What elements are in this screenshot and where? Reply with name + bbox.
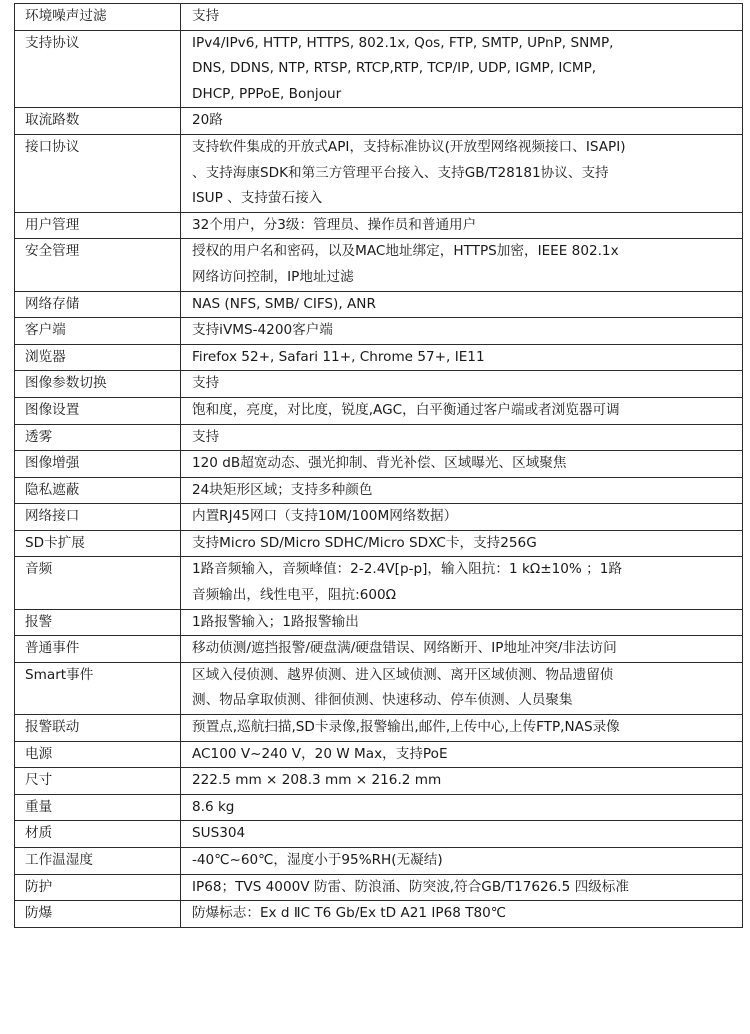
spec-label: 报警联动 — [25, 719, 80, 736]
spec-label-cell — [15, 848, 181, 875]
spec-value-line: 防爆标志：Ex d ⅡC T6 Gb/Ex tD A21 IP68 T80℃ — [192, 905, 507, 922]
spec-value-cell — [181, 239, 743, 291]
spec-value-line: Firefox 52+, Safari 11+, Chrome 57+, IE11 — [192, 348, 485, 365]
spec-label: 尺寸 — [25, 772, 53, 789]
spec-label-cell — [15, 821, 181, 848]
spec-value-cell — [181, 212, 743, 239]
table-row — [15, 344, 743, 371]
spec-table — [14, 3, 743, 928]
spec-value-line: 音频输出，线性电平，阻抗:600Ω — [192, 587, 397, 604]
spec-label: 取流路数 — [25, 112, 80, 129]
spec-label-cell — [15, 371, 181, 398]
spec-value-cell — [181, 741, 743, 768]
spec-value-cell — [181, 397, 743, 424]
spec-value-line: 授权的用户名和密码，以及MAC地址绑定，HTTPS加密，IEEE 802.1x — [192, 243, 619, 260]
spec-value-line: 8.6 kg — [192, 798, 235, 815]
table-row — [15, 318, 743, 345]
spec-value-line: IP68；TVS 4000V 防雷、防浪涌、防突波,符合GB/T17626.5 四级标准 — [192, 878, 629, 895]
spec-label-cell — [15, 530, 181, 557]
spec-value-line: 222.5 mm × 208.3 mm × 216.2 mm — [192, 772, 442, 789]
spec-label: 浏览器 — [25, 348, 66, 365]
spec-value-line: -40℃~60℃，湿度小于95%RH(无凝结) — [192, 852, 443, 868]
spec-label: 环境噪声过滤 — [25, 8, 107, 24]
spec-table-body — [15, 4, 743, 928]
spec-value-line: 饱和度，亮度，对比度，锐度,AGC，白平衡通过客户端或者浏览器可调 — [192, 401, 620, 418]
spec-value-cell — [181, 609, 743, 636]
spec-value-cell — [181, 344, 743, 371]
table-row — [15, 821, 743, 848]
table-row — [15, 108, 743, 135]
spec-value-line: 测、物品拿取侦测、徘徊侦测、快速移动、停车侦测、人员聚集 — [192, 692, 573, 709]
spec-value-cell — [181, 504, 743, 531]
spec-label-cell — [15, 451, 181, 478]
spec-label-cell — [15, 768, 181, 795]
spec-label-cell — [15, 239, 181, 291]
spec-value-cell — [181, 424, 743, 451]
spec-value-line: 120 dB超宽动态、强光抑制、背光补偿、区域曝光、区域聚焦 — [192, 455, 567, 472]
spec-value-cell — [181, 371, 743, 398]
spec-label-cell — [15, 609, 181, 636]
spec-value-cell — [181, 108, 743, 135]
spec-value-cell — [181, 318, 743, 345]
spec-label: 安全管理 — [25, 243, 80, 260]
spec-label-cell — [15, 4, 181, 31]
spec-label: 透雾 — [25, 428, 53, 445]
table-row — [15, 715, 743, 742]
spec-value-line: 预置点,巡航扫描,SD卡录像,报警输出,邮件,上传中心,上传FTP,NAS录像 — [192, 719, 620, 736]
spec-label-cell — [15, 291, 181, 318]
spec-label-cell — [15, 741, 181, 768]
spec-value-cell — [181, 794, 743, 821]
table-row — [15, 424, 743, 451]
spec-value-line: 、支持海康SDK和第三方管理平台接入、支持GB/T28181协议、支持 — [192, 164, 609, 181]
spec-value-line: IPv4/IPv6, HTTP, HTTPS, 802.1x, Qos, FTP, SMTP, UPnP, SNMP, — [192, 34, 614, 51]
spec-value-line: 24块矩形区域；支持多种颜色 — [192, 481, 373, 498]
table-row — [15, 477, 743, 504]
spec-label-cell — [15, 874, 181, 901]
spec-value-cell — [181, 636, 743, 663]
table-row — [15, 134, 743, 212]
spec-value-cell — [181, 874, 743, 901]
spec-label: SD卡扩展 — [25, 534, 85, 551]
spec-value-line: SUS304 — [192, 825, 246, 842]
spec-label-cell — [15, 424, 181, 451]
table-row — [15, 636, 743, 663]
spec-label-cell — [15, 344, 181, 371]
spec-value-line: 1路音频输入，音频峰值：2-2.4V[p-p]，输入阻抗：1 kΩ±10% ；1路 — [192, 561, 622, 578]
spec-label: 电源 — [25, 745, 53, 762]
spec-value-cell — [181, 477, 743, 504]
spec-value-line: 区域入侵侦测、越界侦测、进入区域侦测、离开区域侦测、物品遗留侦 — [192, 666, 614, 683]
spec-label: 防爆 — [25, 905, 53, 922]
spec-label-cell — [15, 318, 181, 345]
spec-label: 接口协议 — [25, 138, 80, 155]
spec-value-cell — [181, 451, 743, 478]
spec-label: 工作温湿度 — [25, 852, 93, 868]
table-row — [15, 609, 743, 636]
spec-value-line: NAS (NFS, SMB/ CIFS), ANR — [192, 295, 376, 312]
spec-label: 普通事件 — [25, 640, 80, 657]
spec-label-cell — [15, 504, 181, 531]
spec-value-cell — [181, 848, 743, 875]
spec-value-line: DHCP, PPPoE, Bonjour — [192, 85, 342, 102]
spec-value-line: 支持 — [192, 8, 220, 24]
spec-value-cell — [181, 134, 743, 212]
spec-value-line: 支持软件集成的开放式API，支持标准协议(开放型网络视频接口、ISAPI) — [192, 138, 626, 155]
spec-value-line: DNS, DDNS, NTP, RTSP, RTCP,RTP, TCP/IP, UDP, IGMP, ICMP, — [192, 60, 597, 77]
spec-label-cell — [15, 212, 181, 239]
spec-value-line: 移动侦测/遮挡报警/硬盘满/硬盘错误、网络断开、IP地址冲突/非法访问 — [192, 640, 617, 657]
spec-value-cell — [181, 530, 743, 557]
table-row — [15, 4, 743, 31]
spec-label-cell — [15, 636, 181, 663]
table-row — [15, 794, 743, 821]
table-row — [15, 504, 743, 531]
table-row — [15, 741, 743, 768]
spec-value-line: 支持iVMS-4200客户端 — [192, 322, 333, 339]
table-row — [15, 451, 743, 478]
spec-label-cell — [15, 662, 181, 714]
spec-value-cell — [181, 4, 743, 31]
table-row — [15, 239, 743, 291]
table-row — [15, 530, 743, 557]
spec-label: Smart事件 — [25, 666, 94, 683]
table-row — [15, 848, 743, 875]
table-row — [15, 291, 743, 318]
spec-label-cell — [15, 30, 181, 108]
spec-value-cell — [181, 901, 743, 928]
spec-value-cell — [181, 557, 743, 609]
spec-label-cell — [15, 715, 181, 742]
spec-label-cell — [15, 134, 181, 212]
table-row — [15, 30, 743, 108]
table-row — [15, 874, 743, 901]
table-row — [15, 768, 743, 795]
spec-value-cell — [181, 30, 743, 108]
spec-label: 图像增强 — [25, 455, 80, 472]
spec-value-line: ISUP 、支持萤石接入 — [192, 190, 323, 207]
spec-label-cell — [15, 108, 181, 135]
spec-label: 报警 — [25, 613, 53, 630]
spec-label-cell — [15, 794, 181, 821]
spec-value-cell — [181, 821, 743, 848]
spec-label: 图像参数切换 — [25, 375, 107, 392]
spec-label: 音频 — [25, 561, 53, 578]
spec-value-cell — [181, 291, 743, 318]
spec-label: 客户端 — [25, 322, 66, 339]
table-row — [15, 212, 743, 239]
spec-value-line: 1路报警输入；1路报警输出 — [192, 613, 359, 630]
spec-value-line: 20路 — [192, 112, 223, 129]
spec-label: 图像设置 — [25, 401, 80, 418]
spec-value-line: 网络访问控制，IP地址过滤 — [192, 268, 354, 285]
spec-label-cell — [15, 477, 181, 504]
spec-value-line: 支持 — [192, 428, 220, 445]
spec-label: 支持协议 — [25, 34, 80, 51]
spec-label-cell — [15, 901, 181, 928]
spec-label: 防护 — [25, 878, 53, 895]
spec-value-line: 内置RJ45网口（支持10M/100M网络数据） — [192, 508, 458, 525]
table-row — [15, 901, 743, 928]
spec-value-line: AC100 V~240 V，20 W Max，支持PoE — [192, 745, 448, 762]
spec-label: 材质 — [25, 825, 53, 842]
spec-value-cell — [181, 715, 743, 742]
spec-label: 网络存储 — [25, 295, 80, 312]
table-row — [15, 397, 743, 424]
table-row — [15, 662, 743, 714]
spec-value-cell — [181, 768, 743, 795]
spec-value-line: 支持Micro SD/Micro SDHC/Micro SDXC卡，支持256G — [192, 534, 537, 551]
spec-label: 重量 — [25, 798, 53, 815]
table-row — [15, 371, 743, 398]
spec-label: 用户管理 — [25, 216, 80, 233]
spec-value-line: 支持 — [192, 375, 220, 392]
spec-value-cell — [181, 662, 743, 714]
table-row — [15, 557, 743, 609]
spec-label: 隐私遮蔽 — [25, 481, 80, 498]
spec-value-line: 32个用户，分3级：管理员、操作员和普通用户 — [192, 216, 477, 233]
spec-label: 网络接口 — [25, 508, 80, 525]
spec-label-cell — [15, 397, 181, 424]
spec-label-cell — [15, 557, 181, 609]
